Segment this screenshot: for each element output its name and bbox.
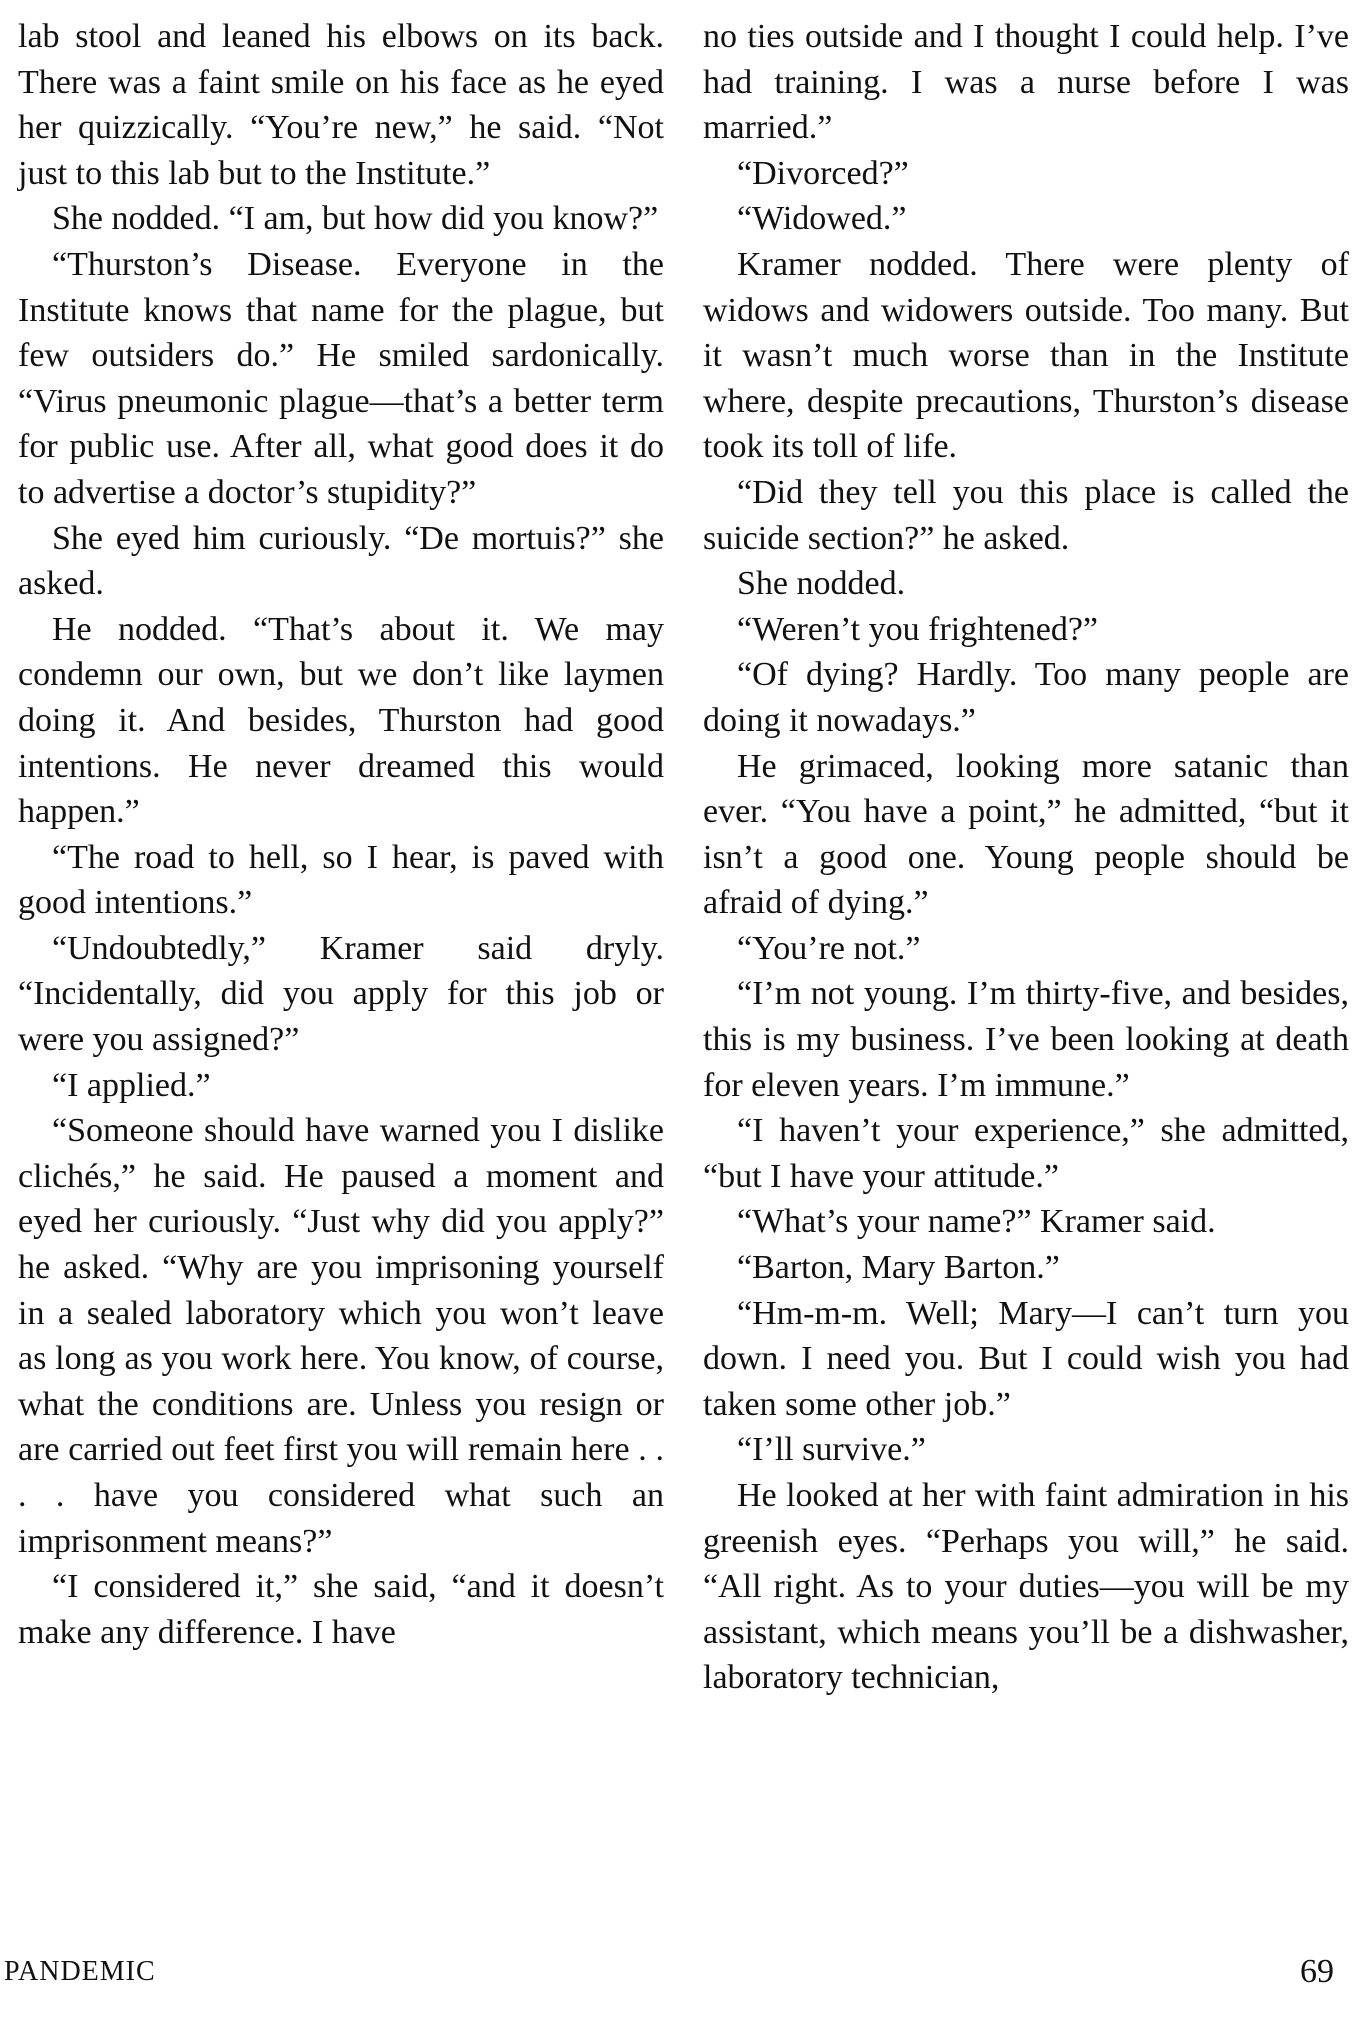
paragraph: “Undoubtedly,” Kramer said dryly. “Incidentally, did you apply for this job or were you assigned?”	[18, 929, 664, 1059]
paragraph: “I applied.”	[52, 1066, 211, 1104]
paragraph: She nodded. “I am, but how did you know?”	[52, 200, 659, 238]
paragraph: “Widowed.”	[737, 200, 907, 238]
paragraph: “Thurston’s Disease. Everyone in the Institute knows that name for the plague, but few outsiders do.” He smiled sardonically. “Virus pneumonic plague—that’s a better term for public use. After all, what good does it do to advertise a doctor’s stupidity?”	[18, 245, 664, 511]
text-column-right	[703, 14, 1349, 1701]
paragraph: “What’s your name?” Kramer said.	[737, 1203, 1216, 1241]
page-number: 69	[1300, 1953, 1334, 1990]
text-column-left	[18, 14, 664, 1655]
paragraph: “Barton, Mary Barton.”	[737, 1249, 1060, 1287]
paragraph: “You’re not.”	[737, 929, 921, 967]
paragraph: He grimaced, looking more satanic than ever. “You have a point,” he admitted, “but it isn’t a good one. Young people should be afraid of dying.”	[703, 747, 1349, 922]
paragraph: “I considered it,” she said, “and it doesn’t make any difference. I have	[18, 1568, 664, 1651]
paragraph: He looked at her with faint admiration in his greenish eyes. “Perhaps you will,” he said. “All right. As to your duties—you will be my assistant, which means you’ll be a dishwasher, laboratory technician,	[703, 1477, 1349, 1697]
paragraph: She eyed him curiously. “De mortuis?” she asked.	[18, 519, 664, 603]
paragraph: “The road to hell, so I hear, is paved with good intentions.”	[18, 838, 664, 922]
paragraph: “Weren’t you frightened?”	[737, 610, 1099, 648]
paragraph: “Hm-m-m. Well; Mary—I can’t turn you down. I need you. But I could wish you had taken some other job.”	[703, 1294, 1349, 1423]
paragraph: lab stool and leaned his elbows on its back. There was a faint smile on his face as he eyed her quizzically. “You’re new,” he said. “Not just to this lab but to the Institute.”	[18, 18, 664, 192]
paragraph: “I’ll survive.”	[737, 1431, 926, 1469]
paragraph: “Someone should have warned you I dislike clichés,” he said. He paused a moment and eyed her curiously. “Just why did you apply?” he asked. “Why are you imprisoning yourself in a sealed laboratory which you won’t leave as long as you work here. You know, of course, what the conditions are. Unless you resign or are carried out feet first you will remain here . . . . have you considered what such an imprisonment means?”	[18, 1112, 664, 1560]
paragraph: “I haven’t your experience,” she admitted, “but I have your attitude.”	[703, 1112, 1349, 1195]
paragraph: “Of dying? Hardly. Too many people are doing it nowadays.”	[703, 656, 1349, 739]
paragraph: no ties outside and I thought I could help. I’ve had training. I was a nurse before I was married.”	[703, 18, 1349, 147]
paragraph: “Divorced?”	[737, 154, 909, 192]
running-title: PANDEMIC	[4, 1956, 156, 1987]
paragraph: He nodded. “That’s about it. We may condemn our own, but we don’t like laymen doing it. And besides, Thurston had good intentions. He never dreamed this would happen.”	[18, 610, 664, 831]
paragraph: Kramer nodded. There were plenty of widows and widowers outside. Too many. But it wasn’t much worse than in the Institute where, despite precautions, Thurston’s disease took its toll of life.	[703, 245, 1349, 466]
paragraph: “I’m not young. I’m thirty-five, and besides, this is my business. I’ve been looking at death for eleven years. I’m immune.”	[703, 975, 1349, 1104]
paragraph: “Did they tell you this place is called the suicide section?” he asked.	[703, 473, 1349, 557]
paragraph: She nodded.	[737, 565, 906, 603]
